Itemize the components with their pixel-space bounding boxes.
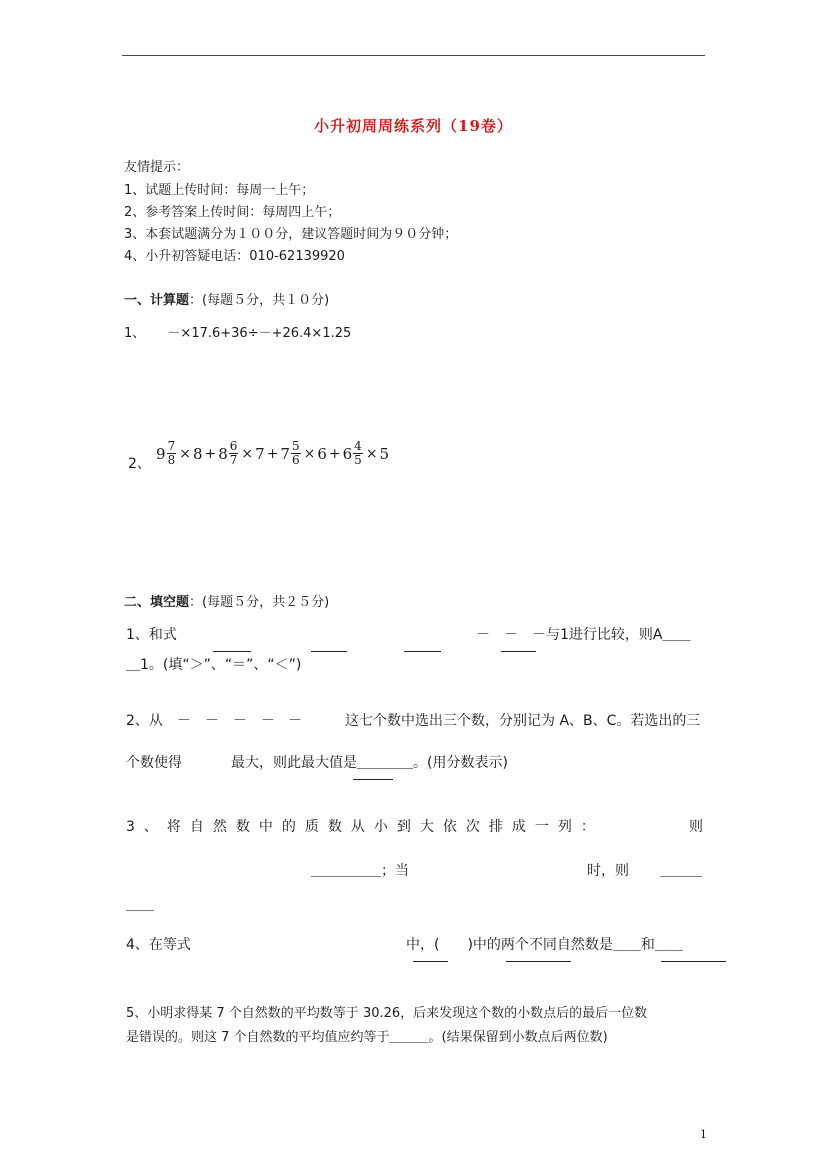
mixed-whole: 7 (280, 444, 290, 463)
section1-header (124, 289, 329, 308)
fill-question-3-blank2: ＿＿＿ (660, 863, 702, 879)
calc-question-2 (128, 439, 390, 472)
blank-line (213, 651, 251, 652)
fraction (291, 440, 301, 467)
fill-question-3-blank3: ＿＿ (126, 897, 154, 913)
fraction (167, 440, 177, 467)
multiplier: 6 (317, 444, 327, 463)
page-title: 小升初周周练系列（19卷） (314, 117, 513, 135)
fill-question-2-cont: 个数使得 (126, 755, 182, 771)
fill-question-2-label: 2、从 － － － － (126, 713, 275, 729)
fill-question-5-line2: 是错误的。则这 7 个自然数的平均值应约等于＿＿＿。(结果保留到小数点后两位数) (126, 1030, 608, 1045)
blank-line (413, 961, 448, 962)
times-sign: × (179, 445, 191, 462)
plus-sign: + (266, 445, 279, 462)
fraction (229, 440, 239, 467)
multiplier: 8 (192, 444, 203, 463)
denominator: 8 (167, 453, 176, 467)
section1-heading: 一、计算题 (124, 293, 190, 308)
math-expression (156, 439, 390, 467)
header-rule (122, 55, 705, 56)
fill-question-1-cont: ＿1。(填“＞”、“＝”、“＜”) (126, 657, 302, 673)
fill-question-2-dash: － (288, 713, 302, 729)
section2-note: ：(每题５分，共２５分) (189, 595, 330, 610)
mixed-whole: 9 (156, 444, 166, 463)
tip-item: 2、参考答案上传时间：每周四上午； (124, 205, 341, 220)
tips-heading: 友情提示： (124, 160, 190, 175)
numerator: 6 (229, 439, 238, 453)
blank-line (311, 651, 347, 652)
question-expression: －×17.6+36÷－+26.4×1.25 (167, 326, 352, 341)
fill-question-4-label: 4、在等式 (126, 937, 191, 953)
blank-line (353, 779, 393, 780)
numerator: 7 (167, 439, 176, 453)
multiplier: 7 (255, 444, 265, 463)
fill-question-1-label: 1、和式 (126, 627, 177, 643)
fill-question-3-blank: ＿＿＿＿＿；当 (311, 863, 409, 879)
page-number: 1 (700, 1128, 707, 1141)
times-sign: × (303, 445, 316, 462)
plus-sign: + (204, 445, 217, 462)
times-sign: × (241, 445, 254, 462)
fill-question-1-rest: － － －与1进行比较，则A＿＿ (476, 627, 691, 643)
section1-note: ：(每题５分，共１０分) (189, 293, 330, 308)
mixed-whole: 8 (218, 444, 228, 463)
tip-item: 1、试题上传时间：每周一上午； (124, 183, 315, 198)
fraction (353, 440, 363, 467)
blank-line (661, 961, 726, 962)
plus-sign: + (328, 445, 341, 462)
blank-line (501, 651, 536, 652)
times-sign: × (365, 445, 378, 462)
section2-header (124, 591, 329, 610)
tip-item: 4、小升初答疑电话：010-62139920 (124, 249, 345, 264)
question-number: 2、 (128, 456, 151, 472)
tip-item: 3、本套试题满分为１００分，建议答题时间为９０分钟； (124, 227, 458, 242)
question-number: 1、 (124, 326, 146, 341)
denominator: 6 (291, 453, 300, 467)
multiplier: 5 (379, 444, 390, 463)
fill-question-2-text: 这七个数中选出三个数，分别记为 A、B、C。若选出的三 (345, 713, 701, 729)
denominator: 7 (229, 453, 238, 467)
fill-question-5-line1: 5、小明求得某 7 个自然数的平均数等于 30.26，后来发现这个数的小数点后的最后一位数 (126, 1006, 648, 1021)
denominator: 5 (354, 453, 362, 467)
fill-question-4-rest: 中，( )中的两个不同自然数是＿＿和＿＿ (406, 937, 683, 953)
section2-heading: 二、填空题 (124, 595, 190, 610)
calc-question-1 (124, 322, 351, 341)
blank-line (506, 961, 571, 962)
mixed-whole: 6 (342, 444, 353, 463)
blank-line (404, 651, 441, 652)
fill-question-3-then: 则 (689, 819, 703, 835)
numerator: 5 (291, 439, 300, 453)
fill-question-2-end: 最大，则此最大值是＿＿＿＿。(用分数表示) (231, 755, 508, 771)
fill-question-3-label: 3、将自然数中的质数从小到大依次排成一列： (126, 819, 604, 835)
fill-question-3-when: 时，则 (587, 863, 629, 879)
numerator: 4 (354, 439, 362, 453)
